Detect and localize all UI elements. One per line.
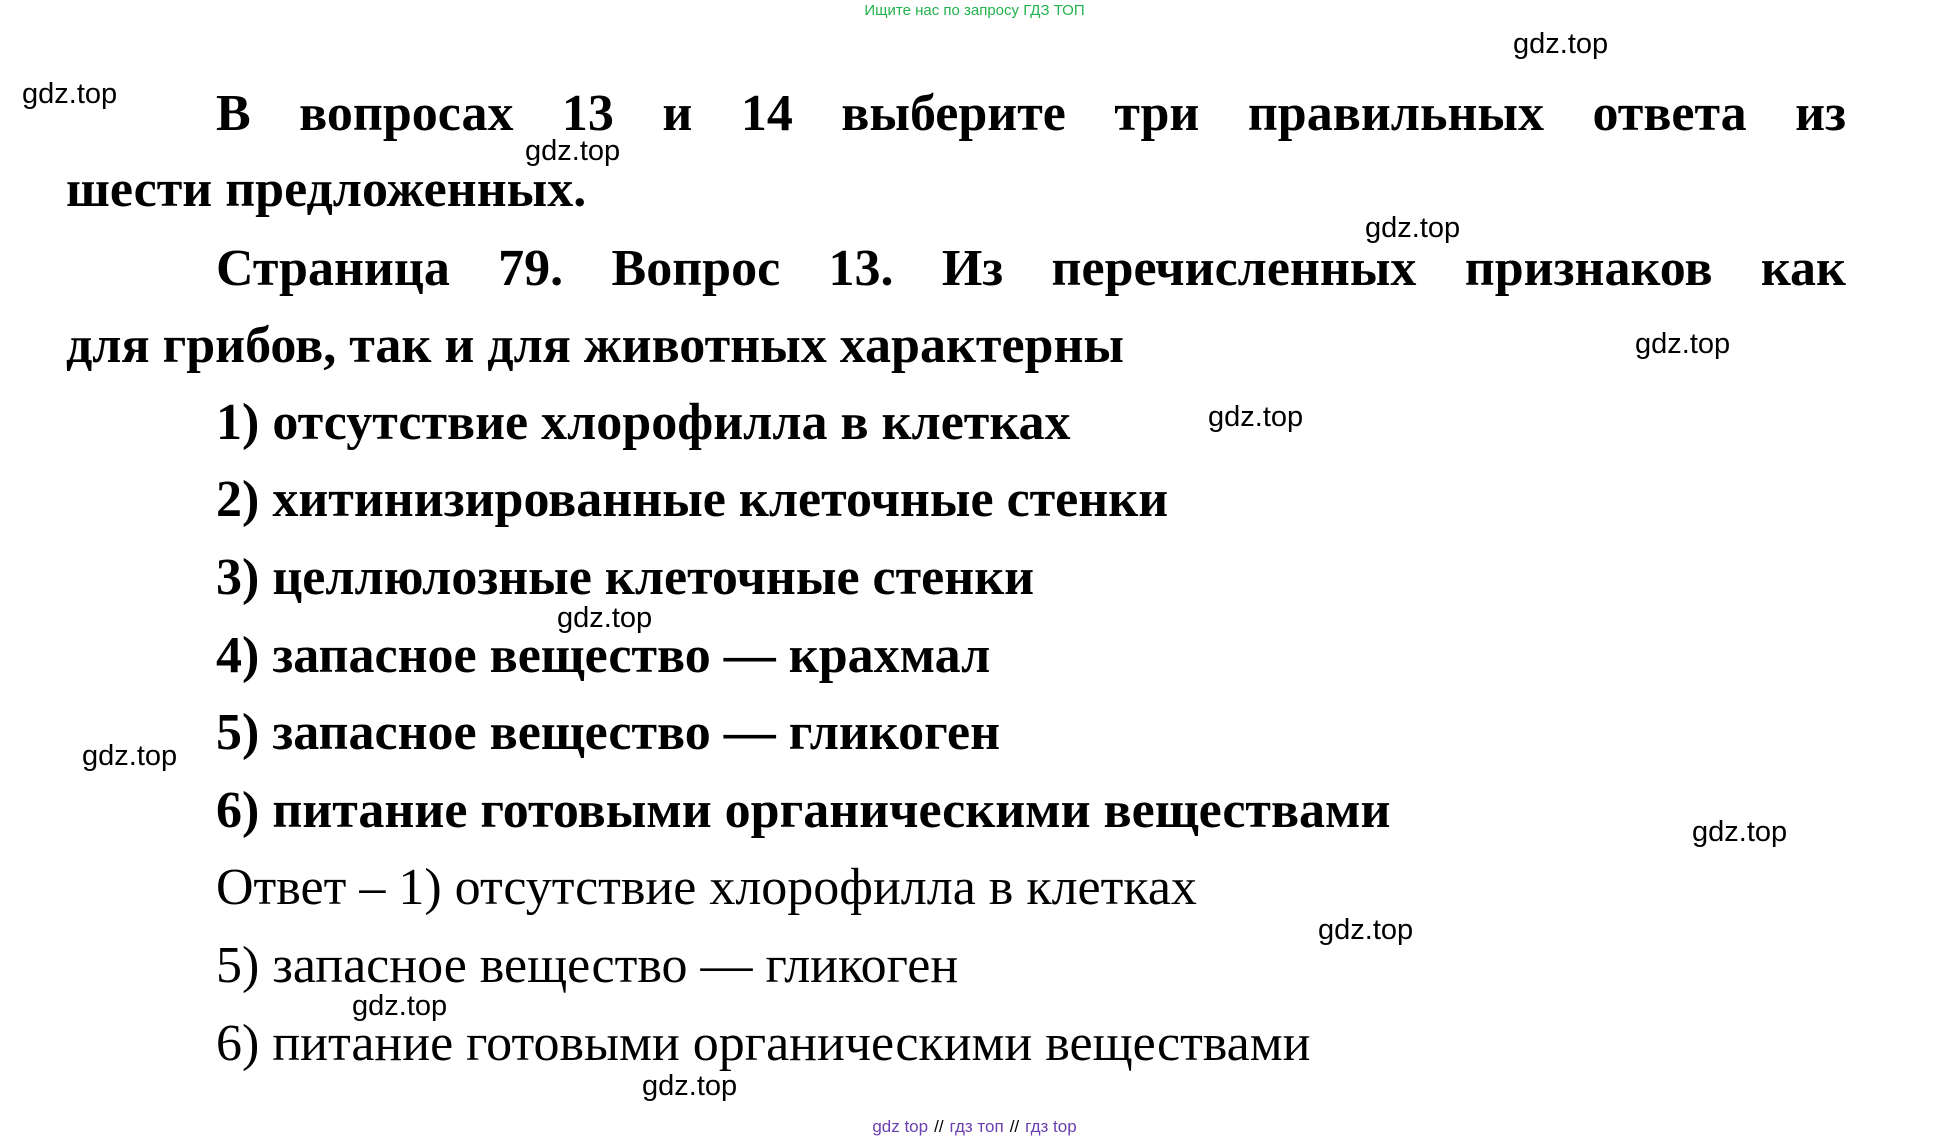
footer-links [0, 1117, 1949, 1137]
watermark-text: gdz.top [1513, 28, 1609, 60]
watermark-text: gdz.top [1692, 816, 1788, 848]
question-line-2: для грибов, так и для животных характерны [66, 317, 1125, 374]
watermark-text: gdz.top [82, 740, 178, 772]
footer-link-gdz-top-mixed[interactable]: гдз top [1025, 1117, 1077, 1136]
watermark-text: gdz.top [1318, 914, 1414, 946]
option-4: 4) запасное вещество — крахмал [216, 627, 991, 684]
answer-line-3: 6) питание готовыми органическими веществами [216, 1015, 1311, 1072]
watermark-text: gdz.top [525, 135, 621, 167]
watermark-text: gdz.top [642, 1070, 738, 1102]
option-5: 5) запасное вещество — гликоген [216, 704, 1001, 761]
watermark-text: gdz.top [22, 78, 118, 110]
footer-separator: // [1009, 1117, 1020, 1136]
footer-link-gdz-top-ru[interactable]: гдз топ [949, 1117, 1004, 1136]
watermark-text: gdz.top [352, 990, 448, 1022]
top-banner: Ищите нас по запросу ГДЗ ТОП [864, 2, 1085, 19]
option-6: 6) питание готовыми органическими веществами [216, 782, 1391, 839]
watermark-text: gdz.top [1365, 212, 1461, 244]
answer-line-1: Ответ – 1) отсутствие хлорофилла в клетках [216, 859, 1197, 916]
answer-line-2: 5) запасное вещество — гликоген [216, 937, 959, 994]
watermark-text: gdz.top [557, 602, 653, 634]
footer-link-gdz-top[interactable]: gdz top [872, 1117, 929, 1136]
footer-separator: // [934, 1117, 944, 1136]
option-1: 1) отсутствие хлорофилла в клетках [216, 394, 1071, 451]
intro-line-1: В вопросах 13 и 14 выберите три правильных ответа из [216, 85, 1846, 142]
option-3: 3) целлюлозные клеточные стенки [216, 549, 1035, 606]
question-line-1: Страница 79. Вопрос 13. Из перечисленных признаков как [216, 240, 1846, 297]
watermark-text: gdz.top [1208, 401, 1304, 433]
intro-line-2: шести предложенных. [66, 161, 587, 218]
option-2: 2) хитинизированные клеточные стенки [216, 471, 1169, 528]
watermark-text: gdz.top [1635, 328, 1731, 360]
